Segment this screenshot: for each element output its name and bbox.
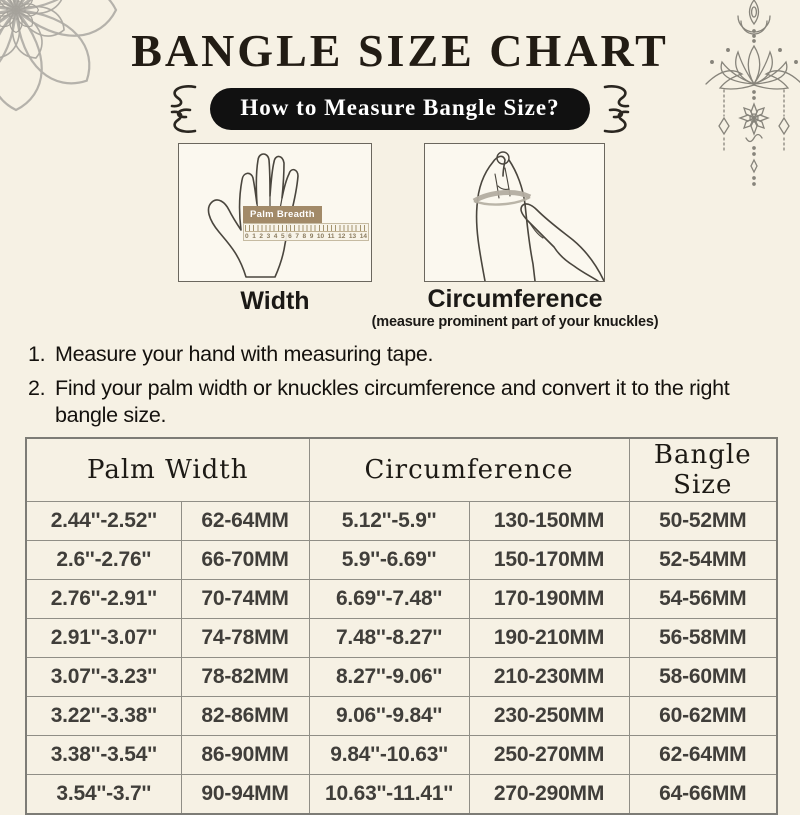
ruler-ticks: [245, 225, 367, 232]
table-cell: 5.12''-5.9'': [309, 502, 469, 541]
table-body: [26, 502, 777, 815]
table-cell: 250-270MM: [469, 736, 629, 775]
ruler-number: 14: [359, 233, 367, 240]
instructions: [28, 341, 754, 436]
table-cell: 9.84''-10.63'': [309, 736, 469, 775]
table-cell: 10.63''-11.41'': [309, 775, 469, 815]
table-cell: 54-56MM: [629, 580, 777, 619]
table-row: [26, 541, 777, 580]
ruler-number: 6: [288, 233, 292, 240]
table-cell: 8.27''-9.06'': [309, 658, 469, 697]
table-header-row: [26, 438, 777, 502]
page-title: BANGLE SIZE CHART: [131, 25, 669, 76]
instruction-step-1: [28, 341, 754, 368]
table-row: [26, 619, 777, 658]
ruler-number: 11: [327, 233, 335, 240]
width-diagram-box: [178, 143, 372, 282]
table-cell: 60-62MM: [629, 697, 777, 736]
table-cell: 2.44''-2.52'': [26, 502, 181, 541]
table-cell: 90-94MM: [181, 775, 309, 815]
table-cell: 82-86MM: [181, 697, 309, 736]
table-row: [26, 658, 777, 697]
width-caption: Width: [240, 287, 310, 315]
table-cell: 9.06''-9.84'': [309, 697, 469, 736]
instruction-number: 2.: [28, 376, 46, 401]
ruler-number: 0: [245, 233, 249, 240]
table-cell: 2.91''-3.07'': [26, 619, 181, 658]
table-row: [26, 580, 777, 619]
palm-breadth-label: Palm Breadth: [243, 206, 322, 223]
ruler-number: 4: [273, 233, 278, 240]
table-cell: 7.48''-8.27'': [309, 619, 469, 658]
table-cell: 6.69''-7.48'': [309, 580, 469, 619]
table-cell: 210-230MM: [469, 658, 629, 697]
ruler-number: 3: [266, 233, 271, 240]
table-cell: 66-70MM: [181, 541, 309, 580]
table-cell: 86-90MM: [181, 736, 309, 775]
table-cell: 3.07''-3.23'': [26, 658, 181, 697]
header-palm-width: Palm Width: [26, 438, 309, 502]
circumference-caption-note: (measure prominent part of your knuckles): [371, 314, 659, 330]
table-cell: 3.38''-3.54'': [26, 736, 181, 775]
ruler-number: 1: [252, 233, 256, 240]
table-cell: 5.9''-6.69'': [309, 541, 469, 580]
table-cell: 230-250MM: [469, 697, 629, 736]
table-cell: 170-190MM: [469, 580, 629, 619]
ruler: [243, 223, 369, 241]
table-cell: 50-52MM: [629, 502, 777, 541]
ruler-number: 8: [302, 233, 307, 240]
table-cell: 2.76''-2.91'': [26, 580, 181, 619]
ruler-number: 9: [309, 233, 314, 240]
table-cell: 56-58MM: [629, 619, 777, 658]
ruler-number: 5: [280, 233, 285, 240]
circumference-diagram-box: [424, 143, 605, 282]
table-cell: 58-60MM: [629, 658, 777, 697]
table-row: [26, 697, 777, 736]
table-cell: 150-170MM: [469, 541, 629, 580]
ruler-number: 10: [316, 233, 325, 240]
ruler-number: 13: [348, 233, 357, 240]
table-cell: 64-66MM: [629, 775, 777, 815]
ruler-number: 2: [259, 233, 263, 240]
flourish-left-icon: [163, 82, 197, 136]
header-circumference: Circumference: [309, 438, 629, 502]
table-cell: 2.6''-2.76'': [26, 541, 181, 580]
table-cell: 74-78MM: [181, 619, 309, 658]
circumference-caption-title: Circumference: [427, 285, 603, 313]
instruction-step-2: [28, 375, 754, 429]
header-bangle-size: Bangle Size: [629, 438, 777, 502]
table-cell: 70-74MM: [181, 580, 309, 619]
circumference-caption: [350, 285, 680, 330]
table-cell: 130-150MM: [469, 502, 629, 541]
table-cell: 62-64MM: [181, 502, 309, 541]
table-cell: 3.54''-3.7'': [26, 775, 181, 815]
instruction-number: 1.: [28, 342, 46, 366]
table-cell: 78-82MM: [181, 658, 309, 697]
table-cell: 52-54MM: [629, 541, 777, 580]
hand-circumference-icon: [425, 144, 604, 281]
table-row: [26, 502, 777, 541]
ruler-number: 7: [295, 233, 299, 240]
instruction-text: Find your palm width or knuckles circumference and convert it to the right bangle size.: [55, 376, 730, 428]
instruction-text: Measure your hand with measuring tape.: [55, 342, 434, 366]
table-row: [26, 736, 777, 775]
table-cell: 62-64MM: [629, 736, 777, 775]
flourish-right-icon: [603, 82, 637, 136]
table-cell: 190-210MM: [469, 619, 629, 658]
bangle-size-table: [25, 437, 778, 815]
ruler-number: 12: [338, 233, 346, 240]
subtitle-row: [0, 82, 800, 136]
table-row: [26, 775, 777, 815]
ruler-numbers: [244, 232, 368, 241]
table-cell: 270-290MM: [469, 775, 629, 815]
table-cell: 3.22''-3.38'': [26, 697, 181, 736]
subtitle-pill: How to Measure Bangle Size?: [210, 88, 589, 130]
